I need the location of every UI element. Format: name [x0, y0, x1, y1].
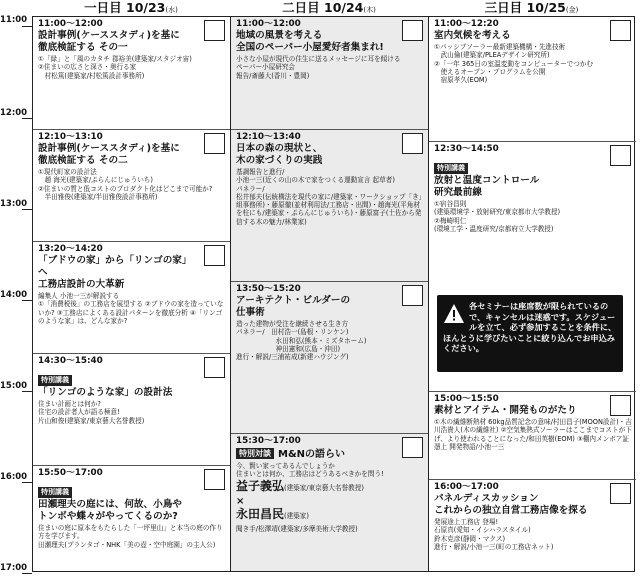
day-header-2-date: 二日目 10/24 [282, 0, 364, 15]
tick-11 [22, 26, 32, 27]
session-detail: 編集人 小池一三が解説する ①「消費税後」の工務店を展望する ②ブドウの家を造っていないか? ③工務店によくある設計パターンを徹底分析 ④「リンゴのような家」は、どんな家か? [38, 292, 224, 325]
day-header-2-dow: (木) [363, 6, 376, 14]
day1-session-1 [33, 17, 230, 129]
session-title: 田瀬理夫の庭には、何故、小鳥や トンボや蝶々がやってくるのか? [38, 499, 182, 522]
session-title: 素材とアイテム・開発ものがたり [434, 405, 577, 416]
session-title: 放射と温度コントロール 研究最前線 [434, 175, 540, 198]
session-title: 日本の森の現状と、 木の家づくりの実践 [236, 143, 323, 166]
session-checkbox[interactable] [204, 133, 225, 154]
session-title: 「ブドウの家」から「リンゴの家」へ 工務店設計の大革新 [38, 255, 192, 290]
session-detail: ①木の繊維断熱材 60kg品質記念の意味/村田昌子(MOON設計)・吉川浩貴人(木の繊維社) ②空気集熱式ソーラーはここまでコストが下げ、より使われることになった/和田英樹(EOM) ③棚内メンボア証憑上 開発物語/小池一三 [434, 418, 632, 451]
day1-session-5 [33, 465, 230, 573]
special-badge: 特別講義 [38, 375, 72, 386]
session-checkbox[interactable] [610, 483, 631, 504]
day3-session-4 [429, 479, 636, 573]
day2-column [231, 17, 429, 571]
session-time: 13:50～15:20 [236, 284, 301, 294]
session-detail: 住まいの庭に原本をもたらした「一坪里山」と本当の庭の作り方を学びます。 田瀬理夫(プランタゴ・NHK「美の壺・空中庭園」の主人公) [38, 524, 223, 549]
session-time: 14:30～15:40 [38, 356, 103, 366]
day2-session-1 [231, 17, 428, 129]
session-checkbox[interactable] [610, 145, 631, 166]
tick-14 [22, 300, 32, 301]
session-time: 12:10～13:40 [236, 132, 301, 142]
day1-column [33, 17, 231, 571]
special-badge: 特別講義 [434, 163, 468, 174]
time-label-14: 14:00 [0, 290, 28, 300]
day-header-3-dow: (金) [565, 6, 579, 14]
session-title-row [236, 447, 424, 461]
session-time: 11:00～12:00 [236, 19, 301, 29]
session-time: 12:10～13:10 [38, 132, 103, 142]
session-detail: 造った建物が受注を継続させる生き方 パネラー/ 田村浩一(島根・リンケン) 水田和弘(熊本・ミズタホーム) 神田憲和(広島・沖田) 進行・解説/三浦祐成(新建ハウジング) [236, 320, 367, 362]
day2-session-3 [231, 281, 428, 433]
session-detail: ①宿谷昌則 (建築環境学・放射研究/東京都市大学教授) ②梅崎明仁 (環境工学・温度研究/京都府立大学教授) [434, 200, 561, 233]
session-detail: 発展途上工務店 登場! 石原真(愛知・イシハラスタイル) 鈴木克彦(静岡・マクス) 進行・解説/小池一三(町の工務店ネット) [434, 518, 554, 551]
session-title: 設計事例(ケーススタディ)を基に 徹底検証する その二 [38, 143, 180, 166]
tick-15 [22, 391, 32, 392]
day1-session-2 [33, 129, 230, 241]
time-label-16: 16:00 [0, 472, 28, 482]
tick-13 [22, 209, 32, 210]
session-detail: 住まい計画とは何か? 住宅の設計者人が語る極意! 片山和俊(建築家/東京藝大名誉教授) [38, 400, 145, 425]
notice-text: 各セミナーは座席数が限られているので、キャンセルは迷惑です。スケジュールを立て、必ず参加することを条件に、ほんとうに学びたいことに絞り込んでお申込みください。 [443, 301, 617, 354]
session-checkbox[interactable] [610, 395, 631, 416]
day-header-3-date: 三日目 10/25 [484, 0, 566, 15]
session-checkbox[interactable] [402, 437, 423, 458]
session-time: 16:00～17:00 [434, 482, 499, 492]
time-label-15: 15:00 [0, 381, 28, 391]
session-title: 設計事例(ケーススタディ)を基に 徹底検証する その一 [38, 30, 180, 53]
session-detail: ①パッシブソーラー最新建築機構・先進技術 武山倫(建築家/PLEAデザイン研究所) ②「一年 365日の室温変動をコンピューターでつかむ 使えるオープン・プログラムを公開 宿原孝久(EOM) [434, 43, 594, 85]
session-title: 「リンゴのような家」の設計法 [38, 387, 173, 398]
time-label-11: 11:00 [0, 15, 28, 25]
session-detail: 今、賢い家ってあるんでしょうか 住まいとは何か、工務店はどうあるべきかを問う! [236, 462, 384, 479]
session-checkbox[interactable] [402, 20, 423, 41]
day-header-2 [230, 0, 428, 16]
session-time: 11:00～12:00 [38, 19, 103, 29]
session-detail: ①「緑」と「風のカタチ 郡裕美(建築家/スタジオ宙) ②住まいの広さと深さ・奥行る家 村松篤(建築家/村松篤設計事務所) [38, 55, 192, 80]
session-time: 11:00～12:20 [434, 19, 499, 29]
session-checkbox[interactable] [402, 133, 423, 154]
session-detail: 小さな小屋が現代の住生に送るメッセージに耳を傾ける ペーパー小屋研究会 報告/斎藤大(香川・豊岡) [236, 55, 401, 80]
session-time: 12:30～14:50 [434, 144, 499, 154]
session-checkbox[interactable] [204, 469, 225, 490]
time-label-17: 17:00 [0, 563, 28, 573]
session-time: 15:00～15:50 [434, 394, 499, 404]
tick-12 [22, 118, 32, 119]
session-time: 13:20～14:20 [38, 244, 103, 254]
session-checkbox[interactable] [204, 245, 225, 266]
special-badge: 特別対談 [236, 448, 274, 459]
day-header-1-date: 一日目 10/23 [84, 0, 166, 15]
cancellation-notice [437, 295, 623, 372]
speaker-2-name: 永田昌民 [236, 506, 285, 521]
time-label-13: 13:00 [0, 199, 28, 209]
warning-icon [443, 303, 465, 325]
time-label-12: 12:00 [0, 108, 28, 118]
session-title: パネルディスカッション これからの独立自営工務店像を探る [434, 493, 588, 516]
session-title: 室内気候を考える [434, 30, 511, 41]
session-title: 地域の風景を考える 全国のペーパー小屋愛好者集まれ! [236, 30, 384, 53]
session-checkbox[interactable] [204, 357, 225, 378]
day-header-1-dow: (水) [165, 6, 178, 14]
schedule-grid [32, 16, 635, 572]
day3-session-3 [429, 391, 636, 479]
times-mark: × [236, 495, 245, 507]
day2-session-4 [231, 433, 428, 573]
session-host: 聞き手/松澤靖(建築家/多摩美術大学教授) [236, 524, 358, 533]
session-time: 15:50～17:00 [38, 468, 103, 478]
tick-16 [22, 482, 32, 483]
day3-session-1 [429, 17, 636, 141]
session-title: アーキテクト・ビルダーの 仕事術 [236, 295, 351, 318]
day3-column [429, 17, 636, 571]
day1-session-3 [33, 241, 230, 353]
session-detail: 基調報告と進行/ 小池一三(近くの山の木で家をつくる運動宣言 起草者) パネラー/ 松井郁夫(伝統構法を現代の家に/建築家・ワークショップ「き」組事務所)・藤原徹(並材利用法/工務店・出間)・趙海光(平角材を柱にも/建築家・ぷらんにじゅういち)・藤原富子(土佐から発信する木の魅力/林業家) [236, 168, 422, 226]
day-header-3 [428, 0, 635, 16]
session-checkbox[interactable] [204, 20, 225, 41]
session-title: M&Nの語らい [278, 449, 346, 460]
day1-session-4 [33, 353, 230, 465]
day2-session-2 [231, 129, 428, 281]
tick-17 [22, 573, 32, 574]
speaker-1 [236, 479, 424, 496]
session-detail: ①現代町家の設計法 趙 海光(建築家/ぷらんにじゅういち) ②住まいの質と低コストのプロダクト化はどこまで可能か? 半田雅俊(建築家/半田雅俊設計事務所) [38, 168, 213, 201]
special-badge: 特別講義 [38, 487, 72, 498]
session-checkbox[interactable] [610, 20, 631, 41]
session-checkbox[interactable] [402, 285, 423, 306]
day-header-1 [32, 0, 230, 16]
speaker-1-role: (建築家/東京藝大名誉教授) [284, 483, 364, 492]
speaker-2 [236, 507, 424, 524]
speaker-1-name: 益子義弘 [236, 478, 285, 493]
speaker-2-role: (建築家) [284, 511, 309, 520]
session-time: 15:30～17:00 [236, 436, 301, 446]
